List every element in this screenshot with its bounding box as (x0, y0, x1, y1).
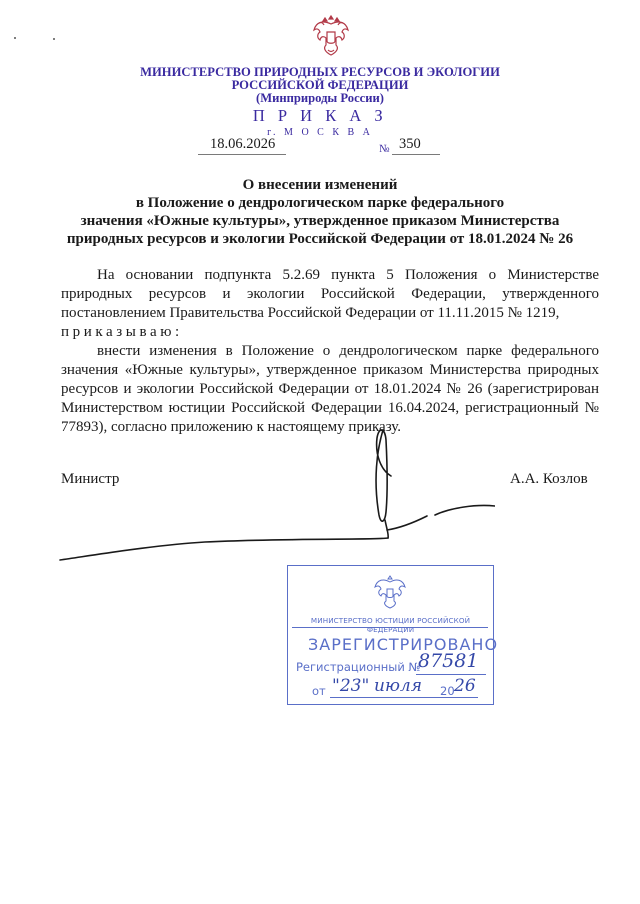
subject-line4: природных ресурсов и экологии Российской Федерации от 18.01.2024 № 26 (66, 231, 574, 247)
ministry-name-line2: РОССИЙСКОЙ ФЕДЕРАЦИИ (231, 78, 409, 92)
basis-text: На основании подпункта 5.2.69 пункта 5 Положения о Министерстве природных ресурсов и экологии Российской Федерации, утвержденного постановлением Правительства Российской Федерации от 11.11.2015 № 1219, (61, 267, 599, 321)
signatory-position: Министр (61, 471, 120, 487)
stamp-ministry: МИНИСТЕРСТВО ЮСТИЦИИ РОССИЙСКОЙ ФЕДЕРАЦИИ (310, 616, 471, 634)
handwritten-signature (55, 420, 495, 565)
stamp-date-year-prefix: 20 (440, 684, 455, 698)
order-date: 18.06.2026 (210, 136, 276, 152)
order-date-line (198, 136, 286, 155)
paragraph-decision: внести изменения в Положение о дендрологическом парке федерального значения «Южные культуры», утвержденное приказом Министерства природных ресурсов и экологии Российской Федерации от 18.01.2024 № 26 (зарегистрирован Министерством юстиции Российской Федерации 16.04.2024, регистрационный № 77893), согласно приложению к настоящему приказу. (61, 343, 599, 435)
city: г. М О С К В А (267, 127, 373, 138)
stamp-date-underline (330, 697, 478, 698)
ministry-short-name: (Минприроды России) (256, 91, 384, 105)
stamp-date-prefix: от (312, 684, 326, 698)
stamp-eagle-icon (372, 572, 408, 610)
stamp-reg-underline (416, 674, 486, 675)
stamp-reg-label: Регистрационный № (296, 660, 421, 674)
double-headed-eagle-emblem (311, 12, 351, 58)
registration-stamp (287, 565, 499, 705)
stamp-divider (292, 627, 488, 628)
paragraph-basis (61, 266, 599, 323)
order-verb: приказываю: (61, 324, 183, 340)
document-type: П Р И К А З (252, 106, 388, 125)
document-body (61, 266, 599, 437)
signatory-name: А.А. Козлов (510, 471, 588, 487)
ministry-name-line1: МИНИСТЕРСТВО ПРИРОДНЫХ РЕСУРСОВ И ЭКОЛОГИИ (140, 65, 500, 79)
scan-speck (53, 38, 55, 40)
order-number: 350 (399, 136, 421, 152)
stamp-registered: ЗАРЕГИСТРИРОВАНО (308, 635, 499, 654)
order-number-line (392, 136, 440, 155)
subject-line3: значения «Южные культуры», утвержденное приказом Министерства (80, 213, 560, 229)
scan-speck (14, 37, 16, 39)
stamp-reg-number: 87581 (418, 650, 479, 672)
stamp-date-month: июля (374, 676, 422, 696)
subject-line1: О внесении изменений (242, 177, 398, 193)
stamp-date-day: "23" (332, 676, 370, 696)
stamp-date-year: 26 (454, 676, 476, 696)
number-sign: № (379, 143, 390, 155)
subject-line2: в Положение о дендрологическом парке федерального (135, 195, 505, 211)
